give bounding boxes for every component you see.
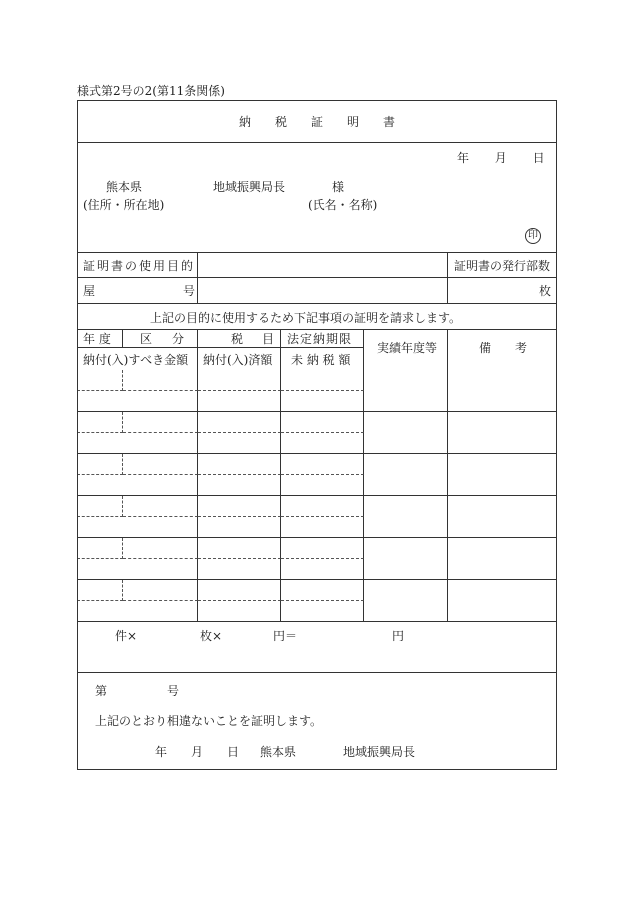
fee-row <box>77 622 557 673</box>
amount-paid-cell <box>198 433 281 453</box>
document-title: 納 税 証 明 書 <box>238 115 395 129</box>
header-remarks-label: 備 考 <box>479 341 528 355</box>
purpose-label: 証明書の使用目的 <box>83 259 196 273</box>
amount-paid-cell <box>198 601 281 621</box>
name-note: (氏名・名称) <box>308 198 378 212</box>
due-date-cell <box>281 580 364 601</box>
record-year-cell <box>364 580 448 621</box>
form-number: 様式第2号の2(第11条関係) <box>77 84 225 98</box>
unpaid-cell <box>281 391 364 411</box>
amount-paid-cell <box>198 517 281 537</box>
fee-yen: 円 <box>392 629 405 643</box>
header-amount-due-label: 納付(入)すべき金額 <box>83 353 189 367</box>
due-date-cell <box>281 454 364 475</box>
copies-cell <box>448 253 557 277</box>
certification-statement: 上記のとおり相違ないことを証明します。 <box>95 714 323 728</box>
certification-prefecture: 熊本県 <box>260 745 297 759</box>
header-amount-due <box>77 348 198 370</box>
header-tax-item <box>198 330 281 348</box>
amount-due-cell <box>77 391 198 411</box>
header-category-label: 区 分 <box>140 332 189 346</box>
tax-item-cell <box>198 538 281 559</box>
header-tax-item-label: 税 目 <box>231 332 278 346</box>
fee-cases: 件× <box>115 629 138 643</box>
remarks-cell <box>448 580 557 621</box>
remarks-cell <box>448 370 557 411</box>
header-remarks <box>448 330 557 370</box>
fiscal-year-cell <box>77 538 123 559</box>
request-statement: 上記の目的に使用するため下記事項の証明を請求します。 <box>150 311 462 325</box>
header-record-year-label: 実績年度等 <box>377 341 438 355</box>
table-row <box>77 412 557 454</box>
amount-paid-cell <box>198 475 281 495</box>
unpaid-cell <box>281 601 364 621</box>
unpaid-cell <box>281 559 364 579</box>
unpaid-cell <box>281 433 364 453</box>
tax-item-cell <box>198 454 281 475</box>
amount-paid-cell <box>198 391 281 411</box>
header-fiscal-year-label: 年 度 <box>83 332 111 346</box>
certification-block <box>77 673 557 770</box>
purpose-label-cell <box>77 253 198 277</box>
due-date-cell <box>281 496 364 517</box>
fee-yen-equals: 円＝ <box>273 629 298 643</box>
title-band <box>77 100 557 143</box>
fiscal-year-cell <box>77 580 123 601</box>
category-cell <box>123 370 198 391</box>
amount-due-cell <box>77 475 198 495</box>
certificate-number: 第 号 <box>95 684 180 698</box>
header-fiscal-year <box>77 330 123 348</box>
table-row <box>77 496 557 538</box>
remarks-cell <box>448 454 557 495</box>
fiscal-year-cell <box>77 496 123 517</box>
due-date-cell <box>281 370 364 391</box>
remarks-cell <box>448 412 557 453</box>
request-statement-row <box>77 304 557 330</box>
tax-item-cell <box>198 496 281 517</box>
purpose-row <box>77 253 557 278</box>
table-row <box>77 580 557 622</box>
tax-item-cell <box>198 580 281 601</box>
purpose-value-cell <box>198 253 448 277</box>
category-cell <box>123 580 198 601</box>
header-due-date <box>281 330 364 348</box>
record-year-cell <box>364 454 448 495</box>
table-row <box>77 370 557 412</box>
honorific: 様 <box>332 180 345 194</box>
trade-name-row <box>77 278 557 304</box>
record-year-cell <box>364 496 448 537</box>
category-cell <box>123 496 198 517</box>
amount-paid-cell <box>198 559 281 579</box>
unpaid-cell <box>281 517 364 537</box>
fiscal-year-cell <box>77 454 123 475</box>
applicant-block <box>77 143 557 253</box>
tax-item-cell <box>198 412 281 433</box>
fee-sheets: 枚× <box>200 629 223 643</box>
addressee-prefecture: 熊本県 <box>106 180 143 194</box>
table-row <box>77 454 557 496</box>
header-unpaid <box>281 348 364 370</box>
amount-due-cell <box>77 433 198 453</box>
category-cell <box>123 538 198 559</box>
header-record-year <box>364 330 448 370</box>
remarks-cell <box>448 496 557 537</box>
header-due-date-label: 法定納期限 <box>287 332 353 346</box>
table-header <box>77 330 557 370</box>
category-cell <box>123 454 198 475</box>
trade-name-label: 屋 号 <box>83 284 204 298</box>
trade-name-value-cell <box>198 278 448 303</box>
header-amount-paid <box>198 348 281 370</box>
seal-mark: 印 <box>525 228 541 244</box>
due-date-cell <box>281 538 364 559</box>
category-cell <box>123 412 198 433</box>
certification-date: 年 月 日 <box>155 745 240 759</box>
remarks-cell <box>448 538 557 579</box>
amount-due-cell <box>77 517 198 537</box>
fiscal-year-cell <box>77 370 123 391</box>
copies-count-cell <box>448 278 557 303</box>
address-note: (住所・所在地) <box>83 198 165 212</box>
trade-name-label-cell <box>77 278 204 303</box>
header-unpaid-label: 未 納 税 額 <box>291 353 351 367</box>
due-date-cell <box>281 412 364 433</box>
copies-label: 証明書の発行部数 <box>454 259 551 273</box>
application-date: 年 月 日 <box>457 151 546 165</box>
tax-item-cell <box>198 370 281 391</box>
table-row <box>77 538 557 580</box>
header-category <box>123 330 198 348</box>
fiscal-year-cell <box>77 412 123 433</box>
amount-due-cell <box>77 559 198 579</box>
header-amount-paid-label: 納付(入)済額 <box>203 353 273 367</box>
record-year-cell <box>364 412 448 453</box>
record-year-cell <box>364 538 448 579</box>
addressee-office: 地域振興局長 <box>213 180 286 194</box>
record-year-cell <box>364 370 448 411</box>
copies-unit: 枚 <box>538 284 551 298</box>
certification-office: 地域振興局長 <box>343 745 416 759</box>
unpaid-cell <box>281 475 364 495</box>
amount-due-cell <box>77 601 198 621</box>
